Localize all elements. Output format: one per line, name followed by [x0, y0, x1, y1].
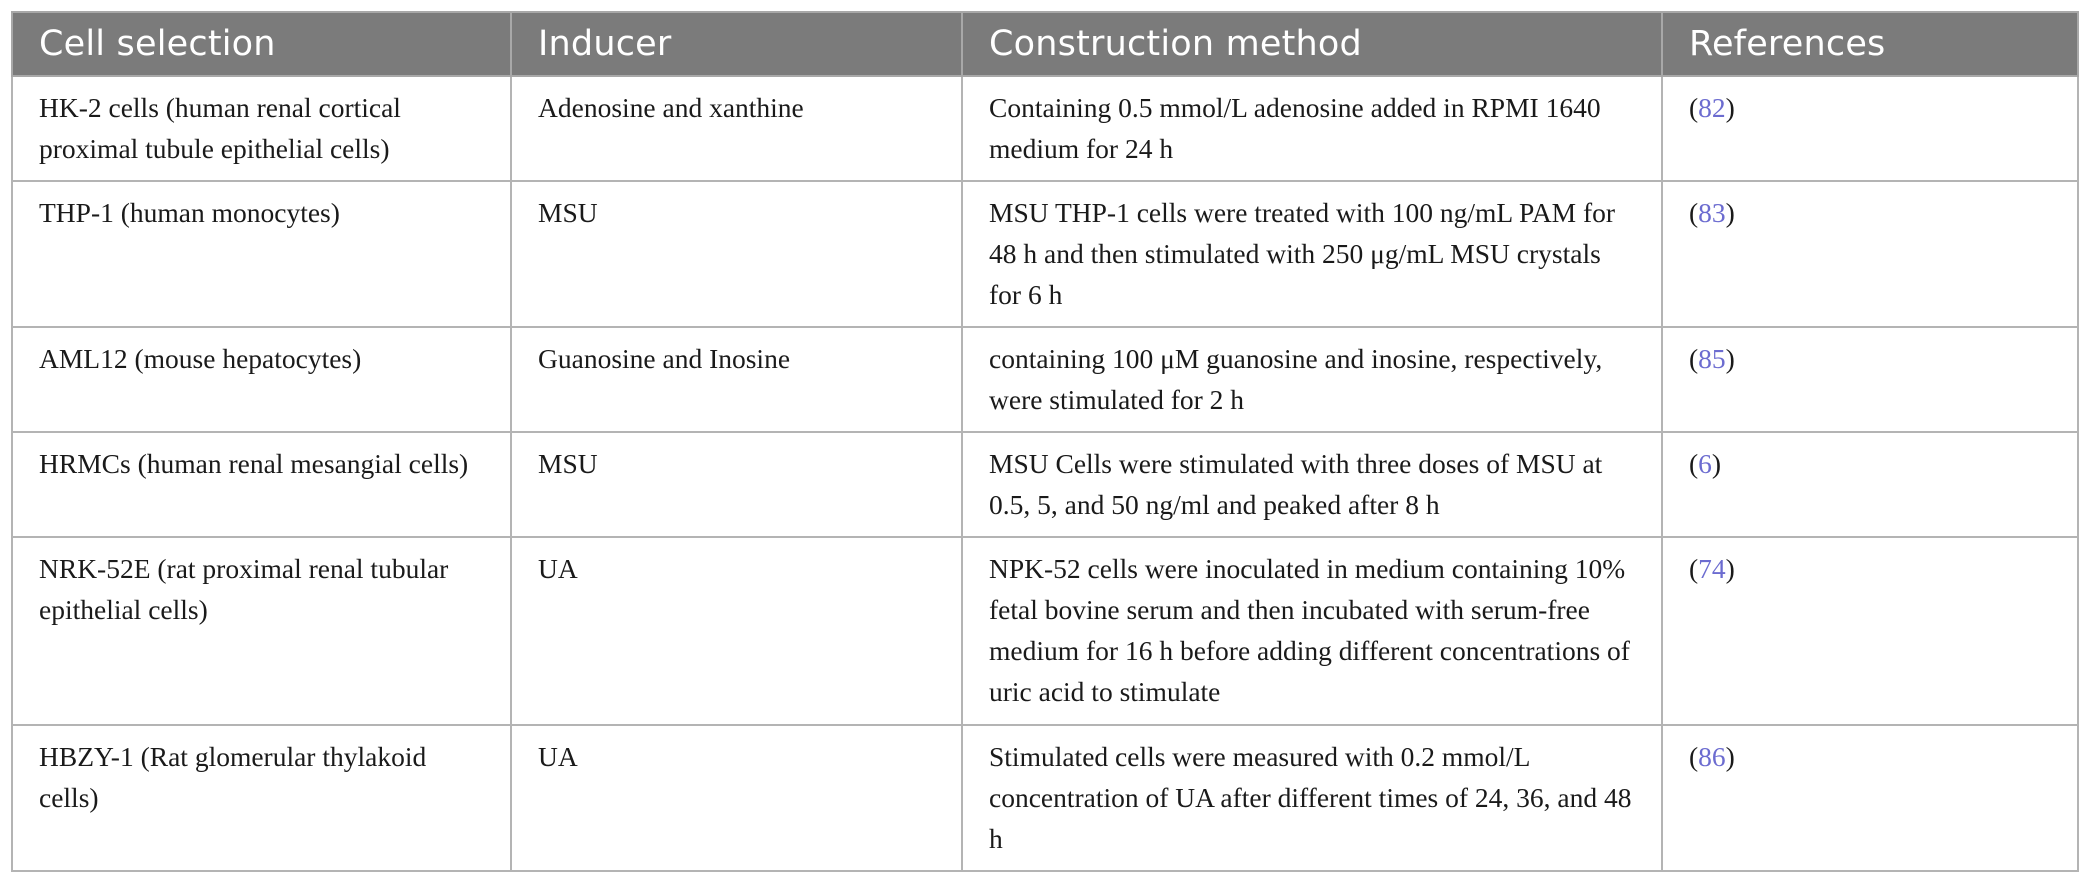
reference-link[interactable]: 83 [1698, 197, 1726, 228]
inducer-cell: UA [511, 537, 962, 725]
reference-link[interactable]: 82 [1698, 92, 1726, 123]
cell-model-table [11, 11, 2079, 872]
references-cell: (86) [1662, 725, 2078, 871]
reference-link[interactable]: 6 [1698, 448, 1712, 479]
construction-method-cell: MSU THP-1 cells were treated with 100 ng/mL PAM for 48 h and then stimulated with 250 μg/mL MSU crystals for 6 h [962, 181, 1662, 327]
cell-selection-cell: HK-2 cells (human renal cortical proximal tubule epithelial cells) [12, 76, 511, 181]
table-row [12, 725, 2078, 871]
header-cell-selection: Cell selection [12, 12, 511, 76]
construction-method-cell: NPK-52 cells were inoculated in medium containing 10% fetal bovine serum and then incubated with serum-free medium for 16 h before adding different concentrations of uric acid to stimulate [962, 537, 1662, 725]
references-cell: (82) [1662, 76, 2078, 181]
cell-selection-cell: THP-1 (human monocytes) [12, 181, 511, 327]
cell-selection-cell: HBZY-1 (Rat glomerular thylakoid cells) [12, 725, 511, 871]
references-cell: (85) [1662, 327, 2078, 432]
references-cell: (6) [1662, 432, 2078, 537]
table-row [12, 537, 2078, 725]
data-table-container [11, 11, 2077, 872]
inducer-cell: Adenosine and xanthine [511, 76, 962, 181]
references-cell: (83) [1662, 181, 2078, 327]
cell-selection-cell: HRMCs (human renal mesangial cells) [12, 432, 511, 537]
inducer-cell: MSU [511, 432, 962, 537]
table-row [12, 327, 2078, 432]
cell-selection-cell: AML12 (mouse hepatocytes) [12, 327, 511, 432]
header-references: References [1662, 12, 2078, 76]
table-header-row [12, 12, 2078, 76]
inducer-cell: UA [511, 725, 962, 871]
reference-link[interactable]: 74 [1698, 553, 1726, 584]
cell-selection-cell: NRK-52E (rat proximal renal tubular epithelial cells) [12, 537, 511, 725]
inducer-cell: MSU [511, 181, 962, 327]
construction-method-cell: Containing 0.5 mmol/L adenosine added in RPMI 1640 medium for 24 h [962, 76, 1662, 181]
references-cell: (74) [1662, 537, 2078, 725]
table-row [12, 181, 2078, 327]
construction-method-cell: Stimulated cells were measured with 0.2 mmol/L concentration of UA after different times of 24, 36, and 48 h [962, 725, 1662, 871]
header-construction-method: Construction method [962, 12, 1662, 76]
reference-link[interactable]: 86 [1698, 741, 1726, 772]
construction-method-cell: containing 100 μM guanosine and inosine, respectively, were stimulated for 2 h [962, 327, 1662, 432]
table-row [12, 432, 2078, 537]
inducer-cell: Guanosine and Inosine [511, 327, 962, 432]
table-row [12, 76, 2078, 181]
construction-method-cell: MSU Cells were stimulated with three doses of MSU at 0.5, 5, and 50 ng/ml and peaked after 8 h [962, 432, 1662, 537]
reference-link[interactable]: 85 [1698, 343, 1726, 374]
header-inducer: Inducer [511, 12, 962, 76]
